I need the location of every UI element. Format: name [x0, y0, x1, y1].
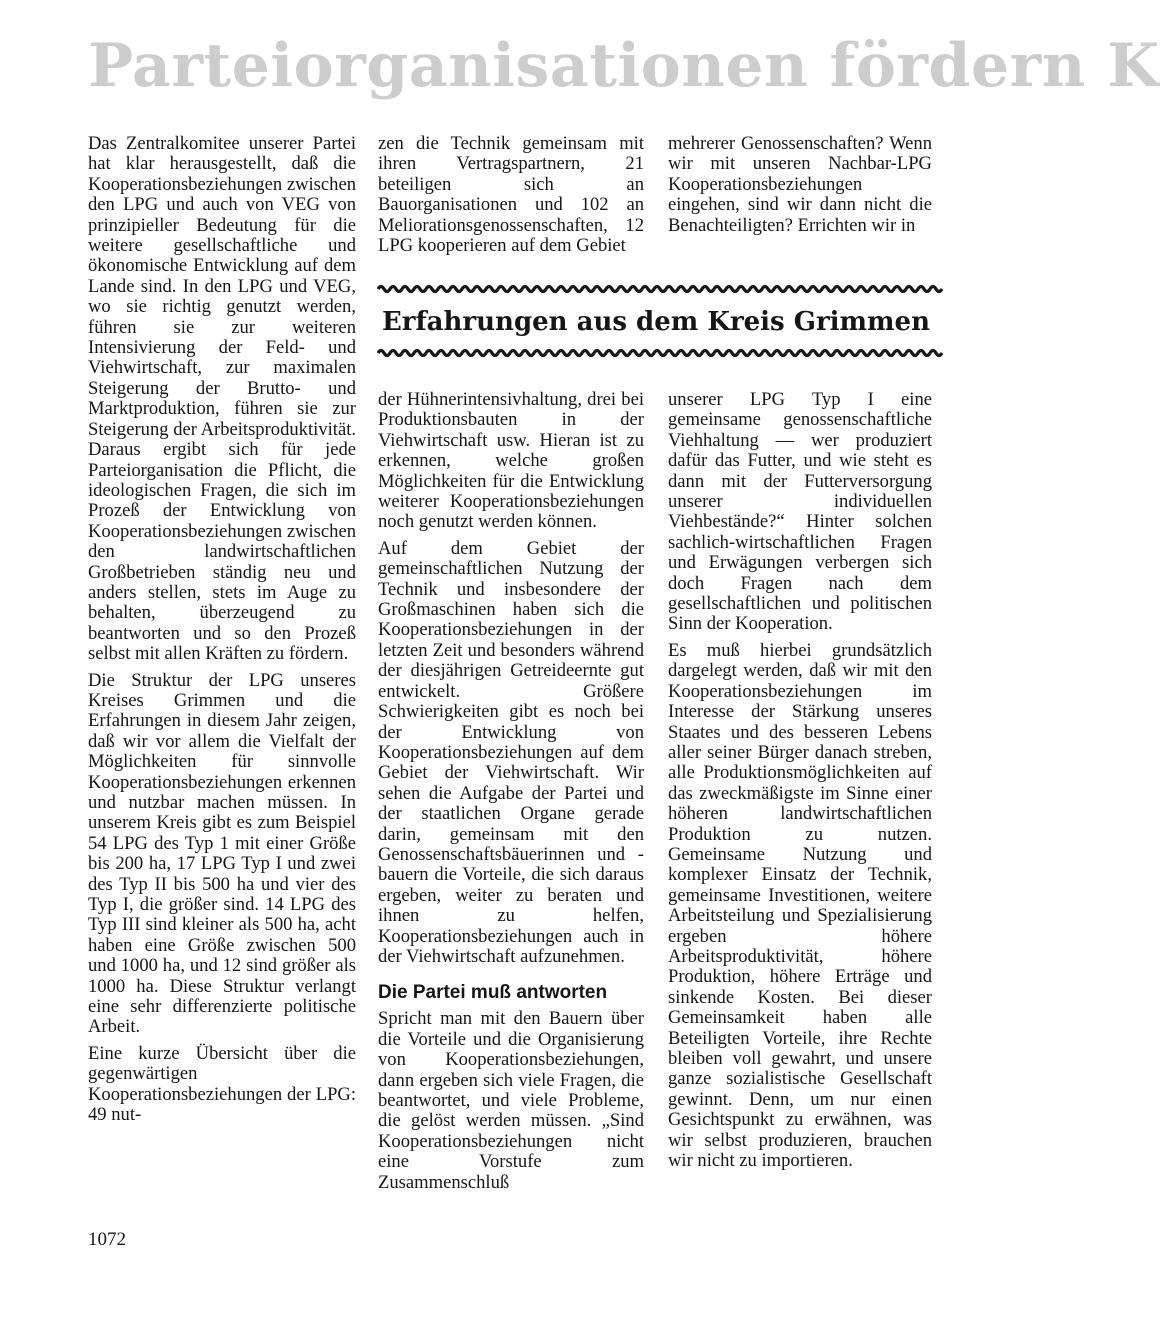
paragraph: unserer LPG Typ I eine gemeinsame genossenschaftliche Viehhaltung — wer produziert dafür das Futter, und wie steht es dann mit der Futterversorgung unserer individuellen Viehbestände?“ Hinter solchen sachlich-wirtschaftlichen Fragen und Erwägungen verbergen sich doch Fragen nach dem gesellschaftlichen und politischen Sinn der Kooperation.: [668, 389, 932, 635]
section-title: Erfahrungen aus dem Kreis Grimmen: [381, 307, 930, 337]
paragraph: Eine kurze Übersicht über die gegenwärtigen Kooperationsbeziehungen der LPG: 49 nut-: [88, 1042, 356, 1126]
column-1: [88, 134, 356, 1216]
paragraph: Es muß hierbei grundsätzlich dargelegt werden, daß wir mit den Kooperationsbeziehungen im Interesse der Stärkung unseres Staates und des besseren Lebens aller seiner Bürger danach streben, alle Produktionsmöglichkeiten auf das zweckmäßigste im Sinne einer höheren landwirtschaftlichen Produktion zu nutzen. Gemeinsame Nutzung und komplexer Einsatz der Technik, gemeinsame Investitionen, weitere Arbeitsteilung und Spezialisierung ergeben höhere Arbeitsproduktivität, höhere Produktion, höhere Erträge und sinkende Kosten. Bei dieser Gemeinsamkeit haben alle Beteiligten Vorteile, ihre Rechte bleiben voll gewahrt, und unsere ganze sozialistische Gesellschaft gewinnt. Denn, um nur einen Gesichtspunkt zu erwähnen, was wir selbst produzieren, brauchen wir nicht zu importieren.: [668, 639, 932, 1172]
headline: Parteiorganisationen fördern K: [88, 31, 1160, 101]
page-number: 1072: [88, 1229, 126, 1250]
paragraph: zen die Technik gemeinsam mit ihren Vertragspartnern, 21 beteiligen sich an Bauorganisationen und 102 an Meliorationsgenossenschaften, 12 LPG kooperieren auf dem Gebiet: [378, 133, 644, 257]
paragraph: Auf dem Gebiet der gemeinschaftlichen Nutzung der Technik und insbesondere der Großmaschinen haben sich die Kooperationsbeziehungen in der letzten Zeit und besonders während der diesjährigen Getreideernte gut entwickelt. Größere Schwierigkeiten gibt es noch bei der Entwicklung von Kooperationsbeziehungen auf dem Gebiet der Viehwirtschaft. Wir sehen die Aufgabe der Partei und der staatlichen Organe gerade darin, gemeinsam mit den Genossenschaftsbäuerinnen und -bauern die Vorteile, die sich daraus ergeben, weiter zu beraten und ihnen zu helfen, Kooperationsbeziehungen auch in der Viehwirtschaft aufzunehmen.: [378, 537, 644, 967]
paragraph: mehrerer Genossenschaften? Wenn wir mit unseren Nachbar-LPG Kooperationsbeziehungen eingehen, sind wir dann nicht die Benachteiligten? Errichten wir in: [668, 133, 932, 236]
column-3-bottom: [668, 390, 932, 1220]
column-3-top: [668, 134, 932, 254]
paragraph: der Hühnerintensivhaltung, drei bei Produktionsbauten in der Viehwirtschaft usw. Hieran ist zu erkennen, welche großen Möglichkeiten für die Entwicklung weiterer Kooperationsbeziehungen noch genutzt werden können.: [378, 389, 644, 533]
paragraph: Das Zentralkomitee unserer Partei hat klar herausgestellt, daß die Kooperationsbeziehungen zwischen den LPG und auch von VEG von prinzipieller Bedeutung für die weitere gesellschaftliche und ökonomische Entwicklung auf dem Lande sind. In den LPG und VEG, wo sie richtig genutzt werden, führen sie zur weiteren Intensivierung der Feld- und Viehwirtschaft, zur maximalen Steigerung der Brutto- und Marktproduktion, führen sie zur Steigerung der Arbeitsproduktivität. Daraus ergibt sich für jede Parteiorganisation die Pflicht, die ideologischen Fragen, die sich im Prozeß der Entwicklung von Kooperationsbeziehungen zwischen den landwirtschaftlichen Großbetrieben ständig neu und anders stellen, stets im Auge zu behalten, überzeugend zu beantworten und so den Prozeß selbst mit allen Kräften zu fördern.: [88, 133, 357, 665]
column-2-top: [378, 133, 644, 257]
subheading: Die Partei muß antworten: [378, 982, 608, 1004]
wavy-rule-bottom: [378, 346, 934, 360]
column-2-bottom: [378, 390, 644, 1220]
paragraph: Spricht man mit den Bauern über die Vorteile und die Organisierung von Kooperationsbeziehungen, dann ergeben sich viele Fragen, die beantwortet, und viele Probleme, die gelöst werden müssen. „Sind Kooperationsbeziehungen nicht eine Vorstufe zum Zusammenschluß: [378, 1008, 644, 1193]
wavy-rule-top: [378, 282, 934, 296]
paragraph: Die Struktur der LPG unseres Kreises Grimmen und die Erfahrungen in diesem Jahr zeigen, daß wir vor allem die Vielfalt der Möglichkeiten für sinnvolle Kooperationsbeziehungen erkennen und nutzbar machen müssen. In unserem Kreis gibt es zum Beispiel 54 LPG des Typ 1 mit einer Größe bis 200 ha, 17 LPG Typ I und zwei des Typ II bis 500 ha und vier des Typ I, die größer sind. 14 LPG des Typ III sind kleiner als 500 ha, acht haben eine Größe zwischen 500 und 1000 ha, und 12 sind größer als 1000 ha. Diese Struktur verlangt eine sehr differenzierte politische Arbeit.: [88, 669, 356, 1038]
